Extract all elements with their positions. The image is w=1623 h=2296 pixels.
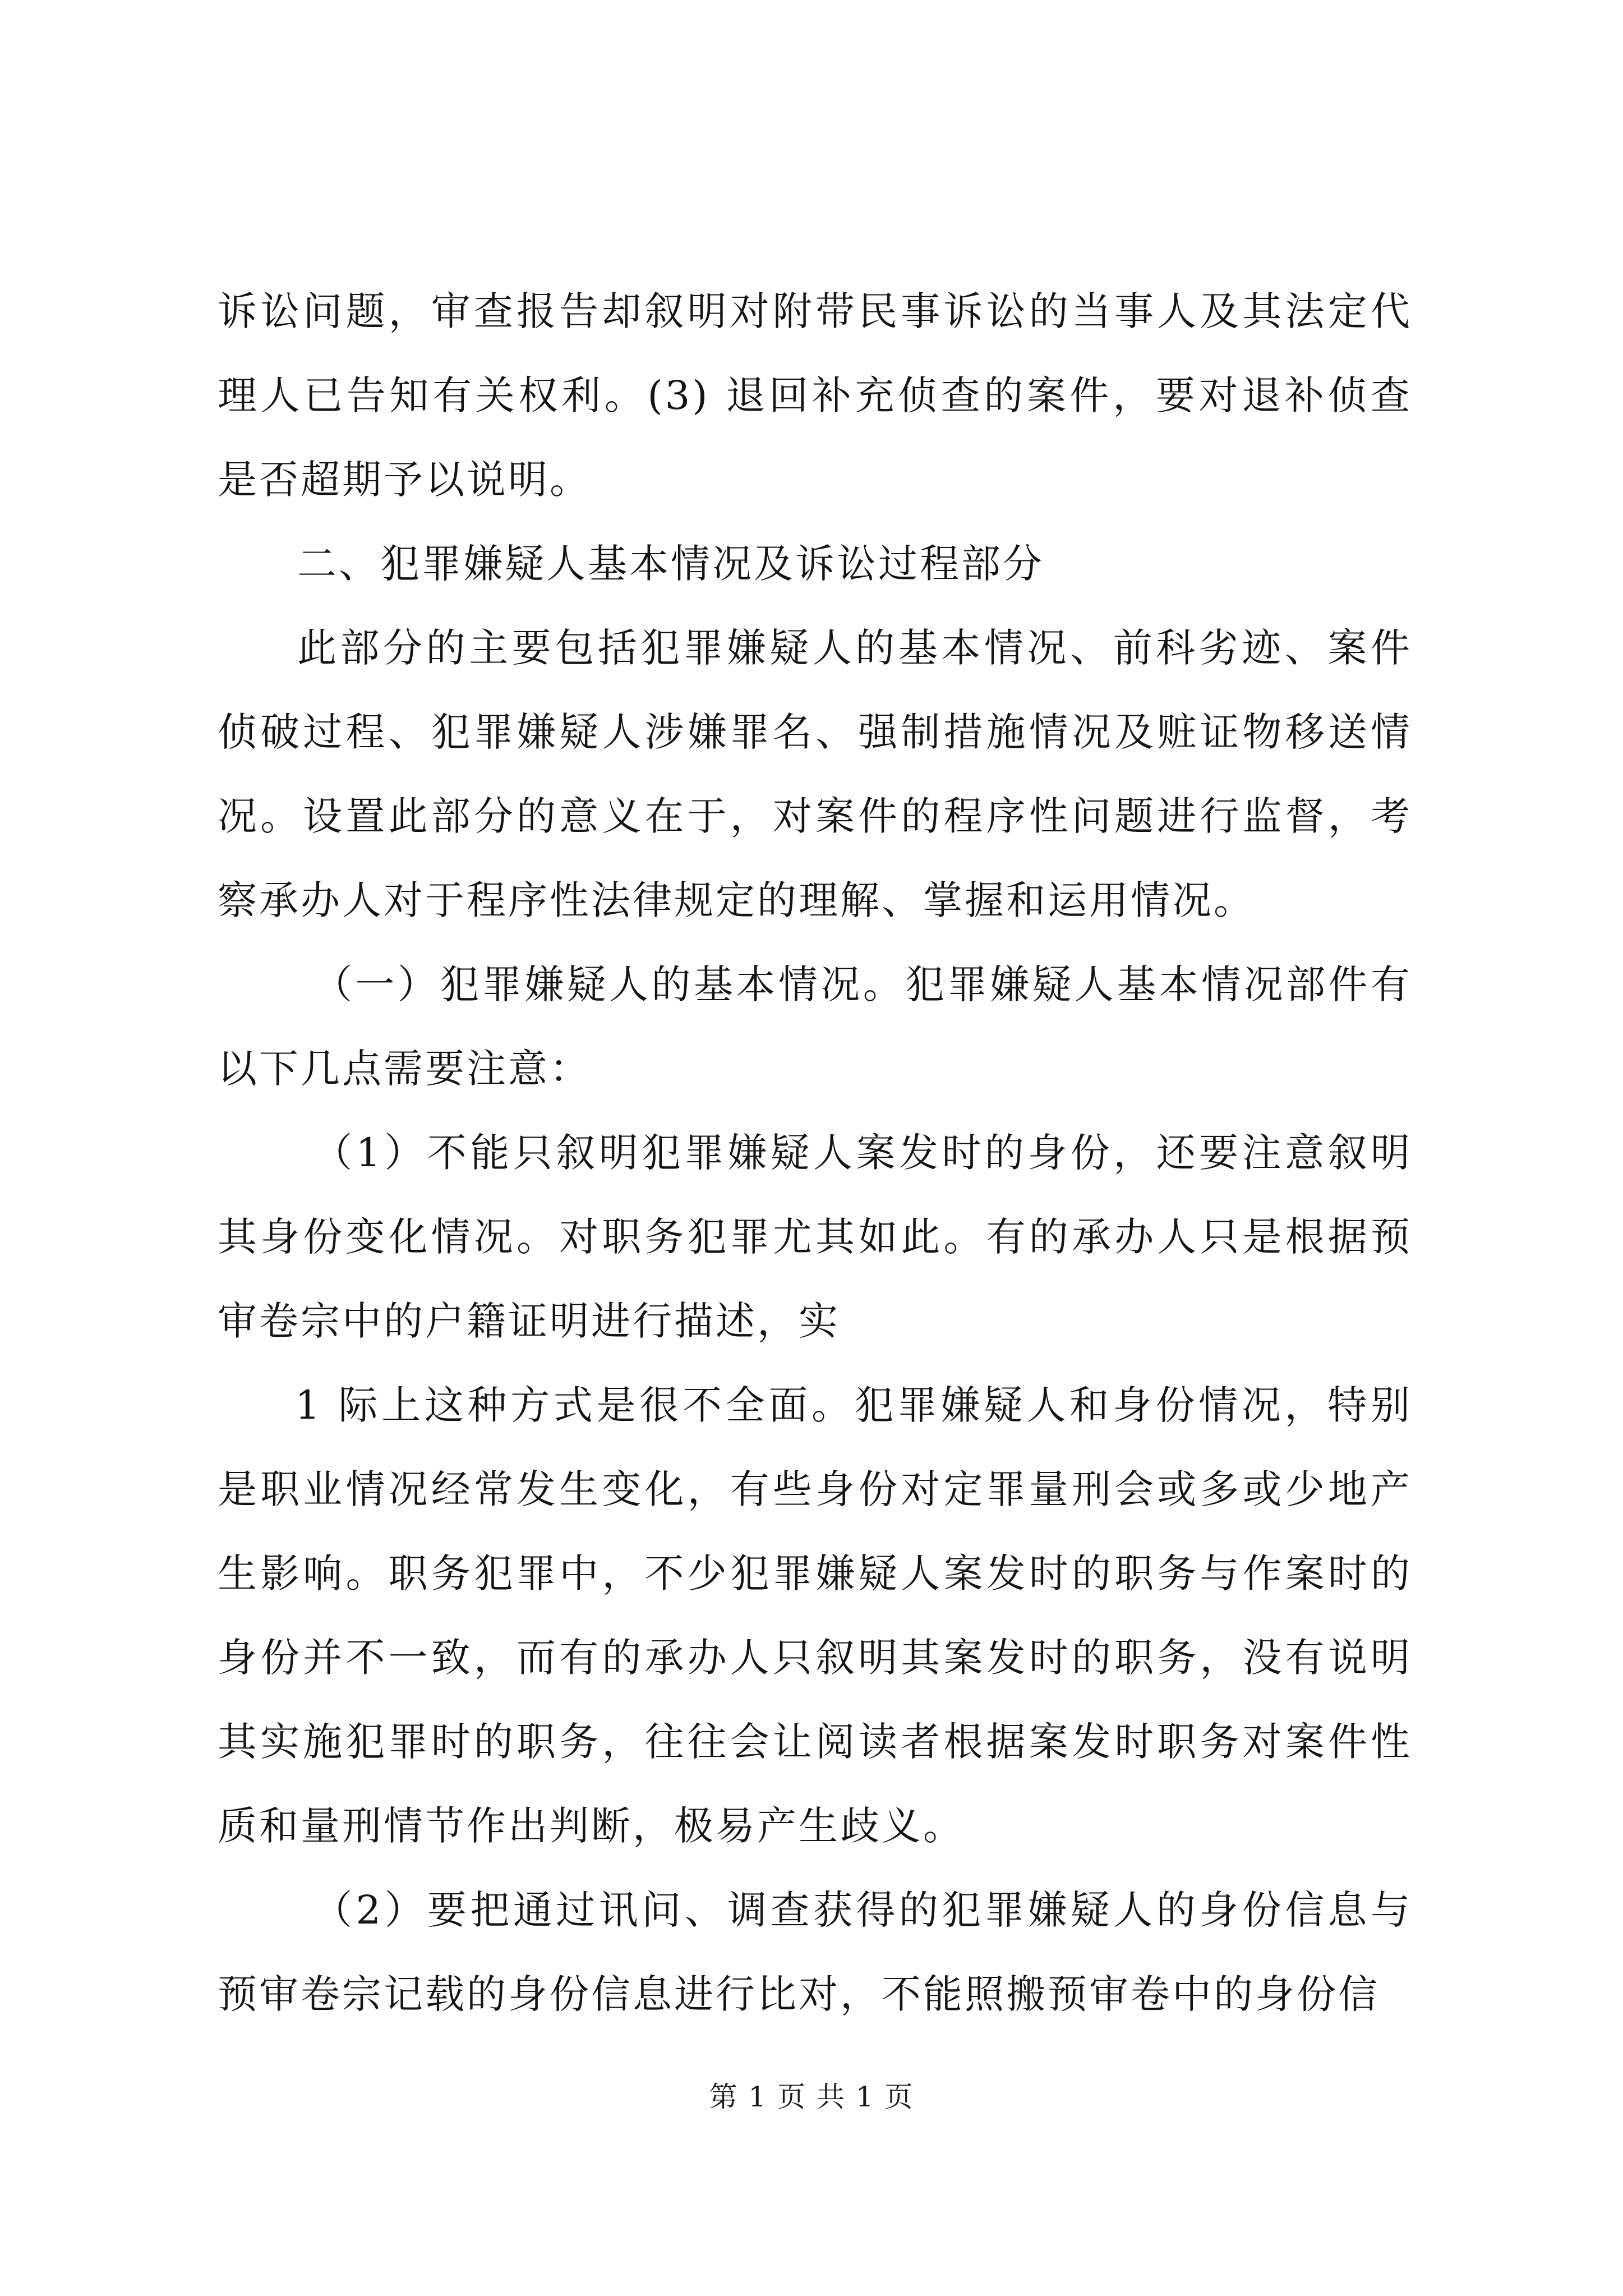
- section-heading: 二、犯罪嫌疑人基本情况及诉讼过程部分: [297, 541, 1044, 587]
- paragraph-point-2: （2）要把通过讯问、调查获得的犯罪嫌疑人的身份信息与预审卷宗记载的身份信息进行比对，不能照搬预审卷中的身份信: [218, 1887, 1412, 2017]
- paragraph-point-1-continued: 1 际上这种方式是很不全面。犯罪嫌疑人和身份情况，特别是职业情况经常发生变化，有些身份对定罪量刑会或多或少地产生影响。职务犯罪中，不少犯罪嫌疑人案发时的职务与作案时的身份并不一致，而有的承办人只叙明其案发时的职务，没有说明其实施犯罪时的职务，往往会让阅读者根据案发时职务对案件性质和量刑情节作出判断，极易产生歧义。: [218, 1382, 1412, 1849]
- subsection-heading: （一）犯罪嫌疑人的基本情况。犯罪嫌疑人基本情况部件有以下几点需要注意：: [218, 961, 1412, 1092]
- page-footer: 第 1 页 共 1 页: [709, 2081, 914, 2113]
- paragraph-point-1: （1）不能只叙明犯罪嫌疑人案发时的身份，还要注意叙明其身份变化情况。对职务犯罪尤其如此。有的承办人只是根据预审卷宗中的户籍证明进行描述，实: [218, 1130, 1412, 1344]
- document-body: [218, 269, 1412, 2036]
- paragraph-continuation: 诉讼问题，审查报告却叙明对附带民事诉讼的当事人及其法定代理人已告知有关权利。(3) 退回补充侦查的案件，要对退补侦查是否超期予以说明。: [218, 288, 1412, 503]
- paragraph-section-intro: 此部分的主要包括犯罪嫌疑人的基本情况、前科劣迹、案件侦破过程、犯罪嫌疑人涉嫌罪名、强制措施情况及赃证物移送情况。设置此部分的意义在于，对案件的程序性问题进行监督，考察承办人对于程序性法律规定的理解、掌握和运用情况。: [218, 625, 1412, 923]
